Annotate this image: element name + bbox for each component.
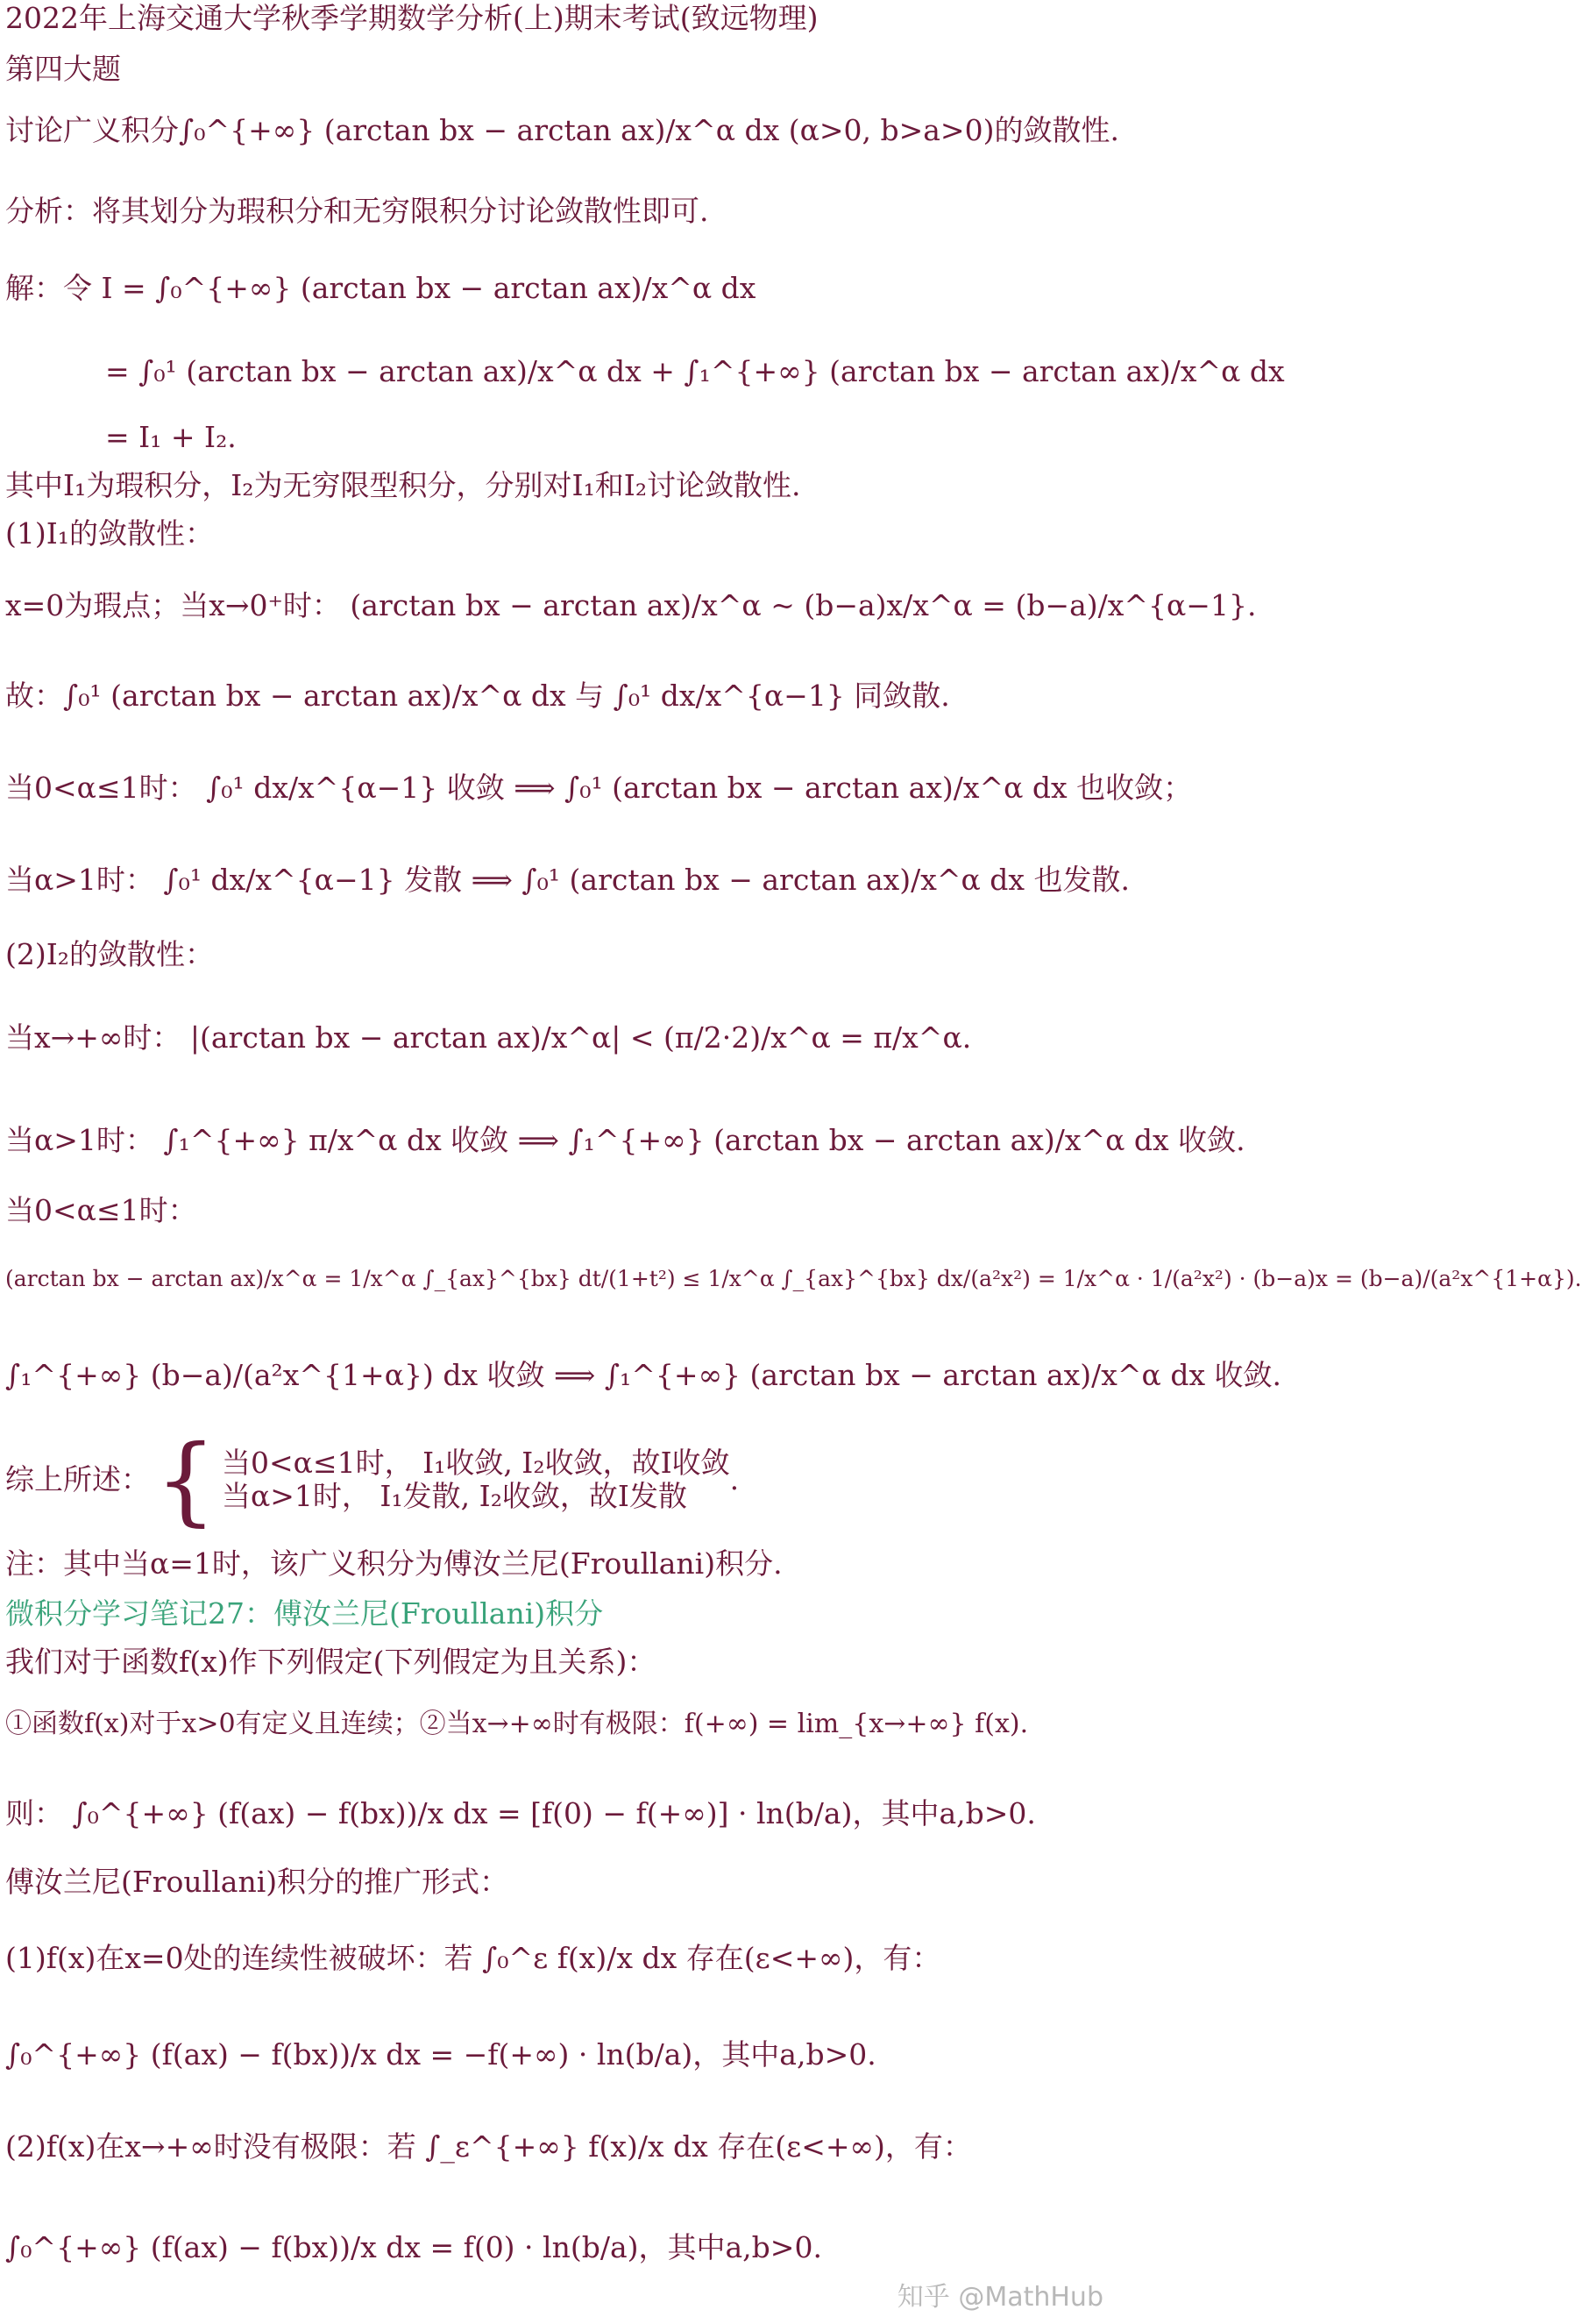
left-brace-icon: { bbox=[155, 1423, 216, 1536]
part1-case-diverge: 当α>1时： ∫₀¹ dx/x^{α−1} 发散 ⟹ ∫₀¹ (arctan bx − arctan ax)/x^α dx 也发散. bbox=[5, 863, 1131, 897]
watermark: 知乎 @MathHub bbox=[897, 2282, 1103, 2313]
summary-label: 综上所述： bbox=[5, 1461, 150, 1496]
part2-case-label: 当0<α≤1时： bbox=[5, 1193, 197, 1227]
summary-case-2: 当α>1时， I₁发散, I₂收敛，故I发散 bbox=[222, 1478, 687, 1513]
part2-estimate: (arctan bx − arctan ax)/x^α = 1/x^α ∫_{ax}^{bx} dt/(1+t²) ≤ 1/x^α ∫_{ax}^{bx} dx/(a²x²) = 1/x^α · 1/(a²x²) · (b−a)x = (b−a)/(a²x^{1+α}). bbox=[5, 1266, 1582, 1291]
part1-comparison: 故：∫₀¹ (arctan bx − arctan ax)/x^α dx 与 ∫₀¹ dx/x^{α−1} 同敛散. bbox=[5, 679, 950, 713]
part2-heading: (2)I₂的敛散性： bbox=[5, 937, 215, 971]
part2-conclusion: ∫₁^{+∞} (b−a)/(a²x^{1+α}) dx 收敛 ⟹ ∫₁^{+∞} (arctan bx − arctan ax)/x^α dx 收敛. bbox=[5, 1358, 1282, 1392]
analysis: 分析：将其划分为瑕积分和无穷限积分讨论敛散性即可. bbox=[5, 194, 709, 228]
problem-statement: 讨论广义积分∫₀^{+∞} (arctan bx − arctan ax)/x^α dx (α>0, b>a>0)的敛散性. bbox=[5, 113, 1119, 147]
generalization-2: (2)f(x)在x→+∞时没有极限：若 ∫_ε^{+∞} f(x)/x dx 存在(ε<+∞)，有： bbox=[5, 2129, 972, 2164]
summary-cases bbox=[222, 1446, 730, 1513]
note-title: 微积分学习笔记27：傅汝兰尼(Froullani)积分 bbox=[5, 1596, 604, 1631]
part1-heading: (1)I₁的敛散性： bbox=[5, 516, 215, 551]
doc-title: 2022年上海交通大学秋季学期数学分析(上)期末考试(致远物理) bbox=[5, 1, 819, 35]
note: 注：其中当α=1时，该广义积分为傅汝兰尼(Froullani)积分. bbox=[5, 1546, 783, 1581]
part1-case-converge: 当0<α≤1时： ∫₀¹ dx/x^{α−1} 收敛 ⟹ ∫₀¹ (arctan bx − arctan ax)/x^α dx 也收敛； bbox=[5, 771, 1193, 805]
part1-equivalence: x=0为瑕点；当x→0⁺时： (arctan bx − arctan ax)/x^α ~ (b−a)x/x^α = (b−a)/x^{α−1}. bbox=[5, 588, 1257, 622]
summary bbox=[5, 1423, 1110, 1536]
solution-line-1: 解：令 I = ∫₀^{+∞} (arctan bx − arctan ax)/x^α dx bbox=[5, 271, 756, 305]
generalization-heading: 傅汝兰尼(Froullani)积分的推广形式： bbox=[5, 1865, 509, 1899]
froullani-result: 则： ∫₀^{+∞} (f(ax) − f(bx))/x dx = [f(0) − f(+∞)] · ln(b/a)，其中a,b>0. bbox=[5, 1796, 1036, 1830]
summary-case-1: 当0<α≤1时， I₁收敛, I₂收敛，故I收敛 bbox=[222, 1445, 730, 1480]
summary-end: . bbox=[729, 1461, 740, 1496]
part2-case-alpha-gt-1: 当α>1时： ∫₁^{+∞} π/x^α dx 收敛 ⟹ ∫₁^{+∞} (arctan bx − arctan ax)/x^α dx 收敛. bbox=[5, 1123, 1245, 1157]
part2-bound: 当x→+∞时： |(arctan bx − arctan ax)/x^α| < (π/2·2)/x^α = π/x^α. bbox=[5, 1020, 972, 1055]
solution-line-2: = ∫₀¹ (arctan bx − arctan ax)/x^α dx + ∫₁^{+∞} (arctan bx − arctan ax)/x^α dx bbox=[105, 354, 1285, 388]
generalization-1-result: ∫₀^{+∞} (f(ax) − f(bx))/x dx = −f(+∞) · ln(b/a)，其中a,b>0. bbox=[5, 2037, 876, 2072]
generalization-1: (1)f(x)在x=0处的连续性被破坏：若 ∫₀^ε f(x)/x dx 存在(ε<+∞)，有： bbox=[5, 1941, 941, 1975]
generalization-2-result: ∫₀^{+∞} (f(ax) − f(bx))/x dx = f(0) · ln(b/a)，其中a,b>0. bbox=[5, 2230, 822, 2264]
problem-number: 第四大题 bbox=[5, 52, 121, 86]
split-explanation: 其中I₁为瑕积分，I₂为无穷限型积分，分别对I₁和I₂讨论敛散性. bbox=[5, 468, 801, 502]
solution-line-3: = I₁ + I₂. bbox=[105, 420, 237, 454]
assumptions: 我们对于函数f(x)作下列假定(下列假定为且关系)： bbox=[5, 1645, 656, 1679]
conditions: ①函数f(x)对于x>0有定义且连续；②当x→+∞时有极限：f(+∞) = lim_{x→+∞} f(x). bbox=[5, 1709, 1029, 1739]
